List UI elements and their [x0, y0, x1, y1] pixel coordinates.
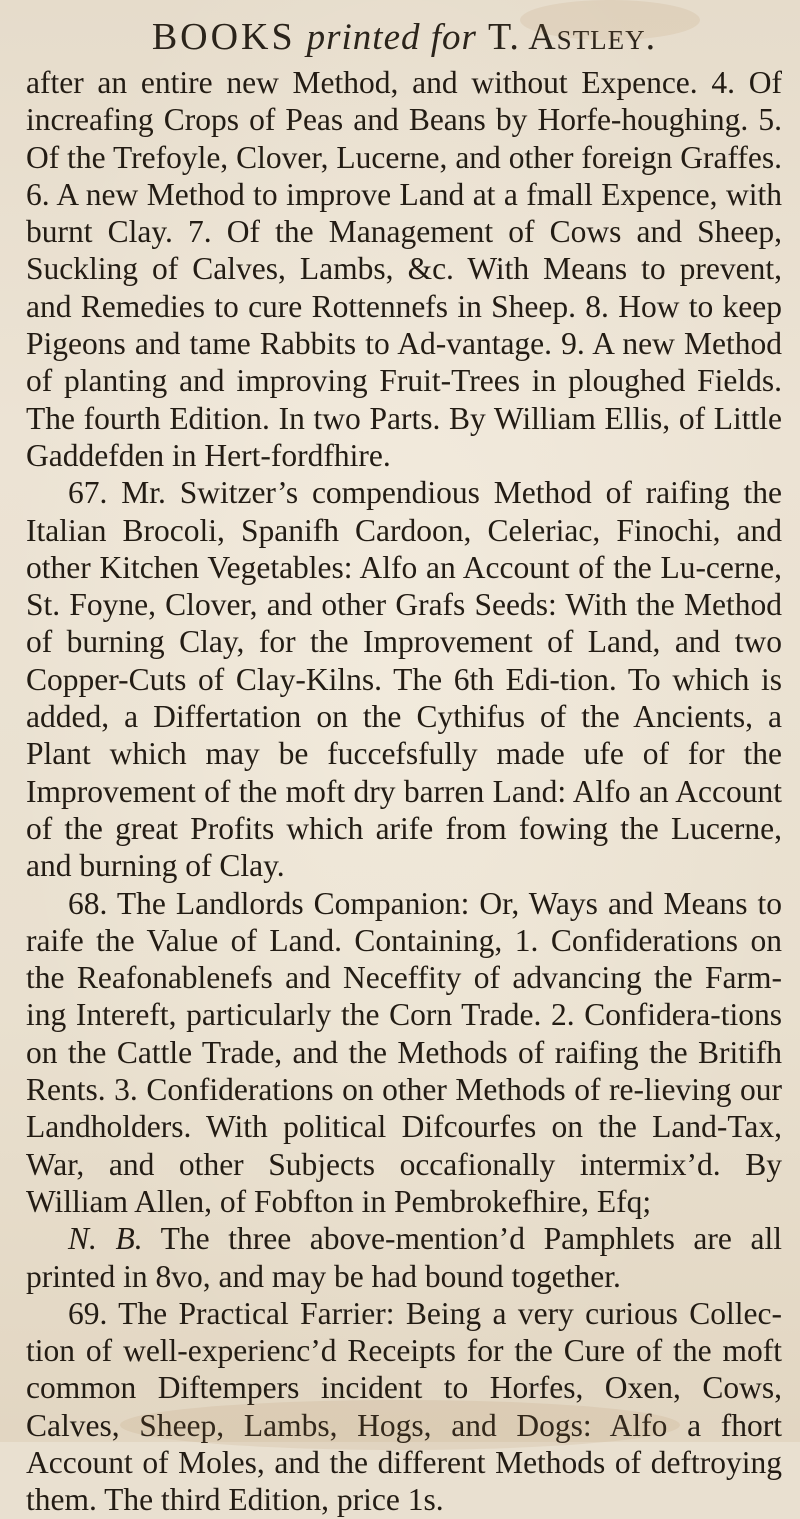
header-printed-for: printed for	[306, 17, 477, 58]
paper-stain	[520, 0, 700, 40]
continuation-paragraph: after an entire new Method, and without Expence. 4. Of increafing Crops of Peas and Beans by Horfe-houghing. 5. Of the Trefoyle, Clover, Lucerne, and other foreign Graffes. 6. A new Method to improve Land at a fmall Expence, with burnt Clay. 7. Of the Management of Cows and Sheep, Suckling of Calves, Lambs, &c. With Means to prevent, and Remedies to cure Rottennefs in Sheep. 8. How to keep Pigeons and tame Rabbits to Ad-vantage. 9. A new Method of planting and improving Fruit-Trees in ploughed Fields. The fourth Edition. In two Parts. By William Ellis, of Little Gaddefden in Hert-fordfhire.	[26, 65, 782, 473]
body-text	[26, 64, 782, 1519]
nota-bene-label: N. B.	[68, 1221, 143, 1257]
nota-bene-text: The three above-mention’d Pamphlets are all printed in 8vo, and may be had bound together.	[26, 1221, 782, 1294]
catalogue-entry-67: 67. Mr. Switzer’s compendious Method of raifing the Italian Brocoli, Spanifh Cardoon, Celeriac, Finochi, and other Kitchen Vegetables: Alfo an Account of the Lu-cerne, St. Foyne, Clover, and other Grafs Seeds: With the Method of burning Clay, for the Improvement of Land, and two Copper-Cuts of Clay-Kilns. The 6th Edi-tion. To which is added, a Differtation on the Cythifus of the Ancients, a Plant which may be fuccefsfully made ufe of for the Improvement of the moft dry barren Land: Alfo an Account of the great Profits which arife from fowing the Lucerne, and burning of Clay.	[26, 475, 782, 884]
paper-stain	[120, 1400, 680, 1450]
catalogue-entry-68: 68. The Landlords Companion: Or, Ways and Means to raife the Value of Land. Containing, 1. Confiderations on the Reafonablenefs and Neceffity of advancing the Farm-ing Intereft, particularly the Corn Trade. 2. Confidera-tions on the Cattle Trade, and the Methods of raifing the Britifh Rents. 3. Confiderations on other Methods of re-lieving our Landholders. With political Difcourfes on the Land-Tax, War, and other Subjects occafionally intermix’d. By William Allen, of Fobfton in Pembrokefhire, Efq;	[26, 885, 782, 1219]
header-books: BOOKS	[151, 16, 296, 58]
header-publisher: T. Astley.	[487, 16, 657, 58]
catalogue-entry-69: 69. The Practical Farrier: Being a very curious Collec-tion of well-experienc’d Receipts for the Cure of the moft common Diftempers incident to Horfes, Oxen, Cows, Calves, Sheep, Lambs, Hogs, and Dogs: Alfo a fhort Account of Moles, and the different Methods of deftroying them. The third Edition, price 1s.	[26, 1295, 782, 1518]
nota-bene-paragraph	[26, 1220, 782, 1295]
